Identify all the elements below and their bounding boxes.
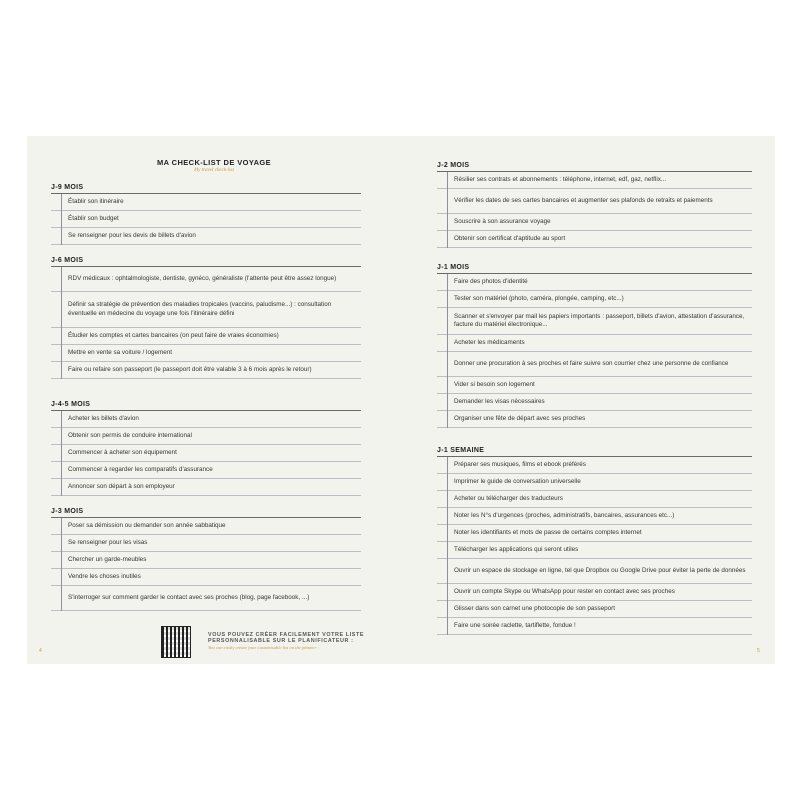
item-text: Acheter les médicaments: [454, 338, 525, 346]
book-spread: [27, 136, 775, 664]
item-text: Demander les visas nécessaires: [454, 397, 545, 405]
item-text: Acheter ou télécharger des traducteurs: [454, 494, 563, 502]
checklist-item[interactable]: [437, 394, 752, 411]
item-text: S'interroger sur comment garder le contact avec ses proches (blog, page facebook, ...): [68, 593, 310, 601]
checklist-item[interactable]: [437, 542, 752, 559]
checklist: [51, 267, 361, 379]
item-text: Glisser dans son carnet une photocopie de son passeport: [454, 604, 616, 612]
section-heading: J-2 MOIS: [437, 161, 752, 172]
section-heading: J-1 SEMAINE: [437, 446, 752, 457]
item-text: Résilier ses contrats et abonnements : téléphone, internet, edf, gaz, netflix...: [454, 175, 667, 183]
item-text: Étudier les comptes et cartes bancaires (on peut faire de vraies économies): [68, 331, 279, 339]
checklist-item[interactable]: [437, 601, 752, 618]
checklist: [437, 274, 752, 428]
item-text: Obtenir son certificat d'aptitude au sport: [454, 234, 566, 242]
item-text: Scanner et s'envoyer par mail les papiers importants : passeport, billets d'avion, attestation d'assurance, facture du matériel électronique...: [454, 312, 745, 328]
checklist-item[interactable]: [437, 411, 752, 428]
checklist: [51, 518, 361, 611]
item-text: Annoncer son départ à son employeur: [68, 482, 175, 490]
section-j1-mois: [437, 263, 752, 428]
section-heading: J-6 MOIS: [51, 256, 361, 267]
section-j1-semaine: [437, 446, 752, 635]
planner-promo: [208, 632, 388, 650]
item-text: Se renseigner pour les devis de billets d'avion: [68, 231, 196, 239]
item-text: Chercher un garde-meubles: [68, 555, 147, 563]
checklist-item[interactable]: [437, 291, 752, 308]
checklist-item[interactable]: [437, 274, 752, 291]
section-j2: [437, 161, 752, 248]
promo-line-1: VOUS POUVEZ CRÉER FACILEMENT VOTRE LISTE: [208, 632, 365, 638]
checklist-item[interactable]: [437, 474, 752, 491]
item-text: Faire une soirée raclette, tartiflette, fondue !: [454, 621, 576, 629]
checklist-item[interactable]: [51, 535, 361, 552]
item-text: Faire des photos d'identité: [454, 277, 528, 285]
left-page: [27, 136, 401, 664]
checklist: [437, 172, 752, 248]
checklist-item[interactable]: [51, 194, 361, 211]
checklist-item[interactable]: [51, 411, 361, 428]
checklist-item[interactable]: [437, 618, 752, 635]
item-text: Vendre les choses inutiles: [68, 572, 141, 580]
checklist: [437, 457, 752, 635]
checklist-item[interactable]: [437, 559, 752, 584]
checklist-item[interactable]: [51, 228, 361, 245]
item-text: Donner une procuration à ses proches et faire suivre son courrier chez une personne de confiance: [454, 359, 729, 367]
checklist-item[interactable]: [437, 491, 752, 508]
checklist-item[interactable]: [51, 445, 361, 462]
item-text: Imprimer le guide de conversation universelle: [454, 477, 581, 485]
checklist-item[interactable]: [437, 335, 752, 352]
item-text: Poser sa démission ou demander son année sabbatique: [68, 521, 226, 529]
qr-code: [161, 626, 191, 658]
checklist-item[interactable]: [437, 584, 752, 601]
checklist-item[interactable]: [51, 428, 361, 445]
item-text: RDV médicaux : ophtalmologiste, dentiste, gynéco, généraliste (l'attente peut être assez longue): [68, 274, 337, 282]
item-text: Faire ou refaire son passeport (le passeport doit être valable 3 à 6 mois après le retour): [68, 365, 312, 373]
checklist-item[interactable]: [51, 462, 361, 479]
page-number: 5: [757, 648, 760, 654]
item-text: Noter les identifiants et mots de passe de certains comptes internet: [454, 528, 642, 536]
checklist-item[interactable]: [51, 518, 361, 535]
item-text: Tester son matériel (photo, caméra, plongée, camping, etc...): [454, 294, 624, 302]
checklist-item[interactable]: [51, 552, 361, 569]
promo-line-2: PERSONNALISABLE SUR LE PLANIFICATEUR :: [208, 638, 354, 645]
checklist-item[interactable]: [51, 362, 361, 379]
section-j45: [51, 400, 361, 496]
item-text: Obtenir son permis de conduire international: [68, 431, 192, 439]
item-text: Organiser une fête de départ avec ses proches: [454, 414, 586, 422]
item-text: Établir son itinéraire: [68, 197, 124, 205]
checklist-item[interactable]: [51, 586, 361, 611]
page-number: 4: [39, 648, 42, 654]
checklist-item[interactable]: [51, 292, 361, 328]
item-text: Souscrire à son assurance voyage: [454, 217, 551, 225]
checklist-item[interactable]: [51, 211, 361, 228]
checklist: [51, 411, 361, 496]
item-text: Noter les N°s d'urgences (proches, administratifs, bancaires, assurances etc...): [454, 511, 675, 519]
item-text: Télécharger les applications qui seront utiles: [454, 545, 579, 553]
checklist-item[interactable]: [437, 172, 752, 189]
section-j9: [51, 183, 361, 245]
checklist-item[interactable]: [51, 345, 361, 362]
item-text: Ouvrir un espace de stockage en ligne, tel que Dropbox ou Google Drive pour éviter la perte de données: [454, 566, 746, 574]
title-block: [27, 158, 401, 173]
item-text: Établir son budget: [68, 214, 119, 222]
checklist-item[interactable]: [437, 352, 752, 377]
checklist-item[interactable]: [437, 508, 752, 525]
checklist-item[interactable]: [437, 377, 752, 394]
checklist-item[interactable]: [437, 214, 752, 231]
page-title: MA CHECK-LIST DE VOYAGE: [156, 158, 272, 167]
section-heading: J-1 MOIS: [437, 263, 752, 274]
checklist-item[interactable]: [51, 479, 361, 496]
section-heading: J-3 MOIS: [51, 507, 361, 518]
checklist-item[interactable]: [437, 231, 752, 248]
checklist-item[interactable]: [437, 525, 752, 542]
section-j3: [51, 507, 361, 611]
item-text: Préparer ses musiques, films et ebook préférés: [454, 460, 586, 468]
item-text: Ouvrir un compte Skype ou WhatsApp pour rester en contact avec ses proches: [454, 587, 675, 595]
section-heading: J-4-5 MOIS: [51, 400, 361, 411]
checklist-item[interactable]: [437, 189, 752, 214]
checklist-item[interactable]: [437, 457, 752, 474]
promo-line-english: You can easily create your customisable list on the planner :: [208, 644, 319, 650]
item-text: Acheter les billets d'avion: [68, 414, 139, 422]
checklist-item[interactable]: [437, 308, 752, 335]
page-subtitle: My travel check-list: [194, 168, 234, 173]
item-text: Se renseigner pour les visas: [68, 538, 148, 546]
item-text: Commencer à acheter son équipement: [68, 448, 177, 456]
checklist-item[interactable]: [51, 569, 361, 586]
item-text: Commencer à regarder les comparatifs d'assurance: [68, 465, 213, 473]
section-heading: J-9 MOIS: [51, 183, 361, 194]
section-j6: [51, 256, 361, 379]
checklist-item[interactable]: [51, 328, 361, 345]
checklist-item[interactable]: [51, 267, 361, 292]
item-text: Vider si besoin son logement: [454, 380, 535, 388]
checklist: [51, 194, 361, 245]
item-text: Mettre en vente sa voiture / logement: [68, 348, 172, 356]
item-text: Vérifier les dates de ses cartes bancaires et augmenter ses plafonds de retraits et paiements: [454, 196, 713, 204]
item-text: Définir sa stratégie de prévention des maladies tropicales (vaccins, paludisme...) : consultation éventuelle en médecine du voyage une fois l'itinéraire défini: [68, 301, 332, 317]
